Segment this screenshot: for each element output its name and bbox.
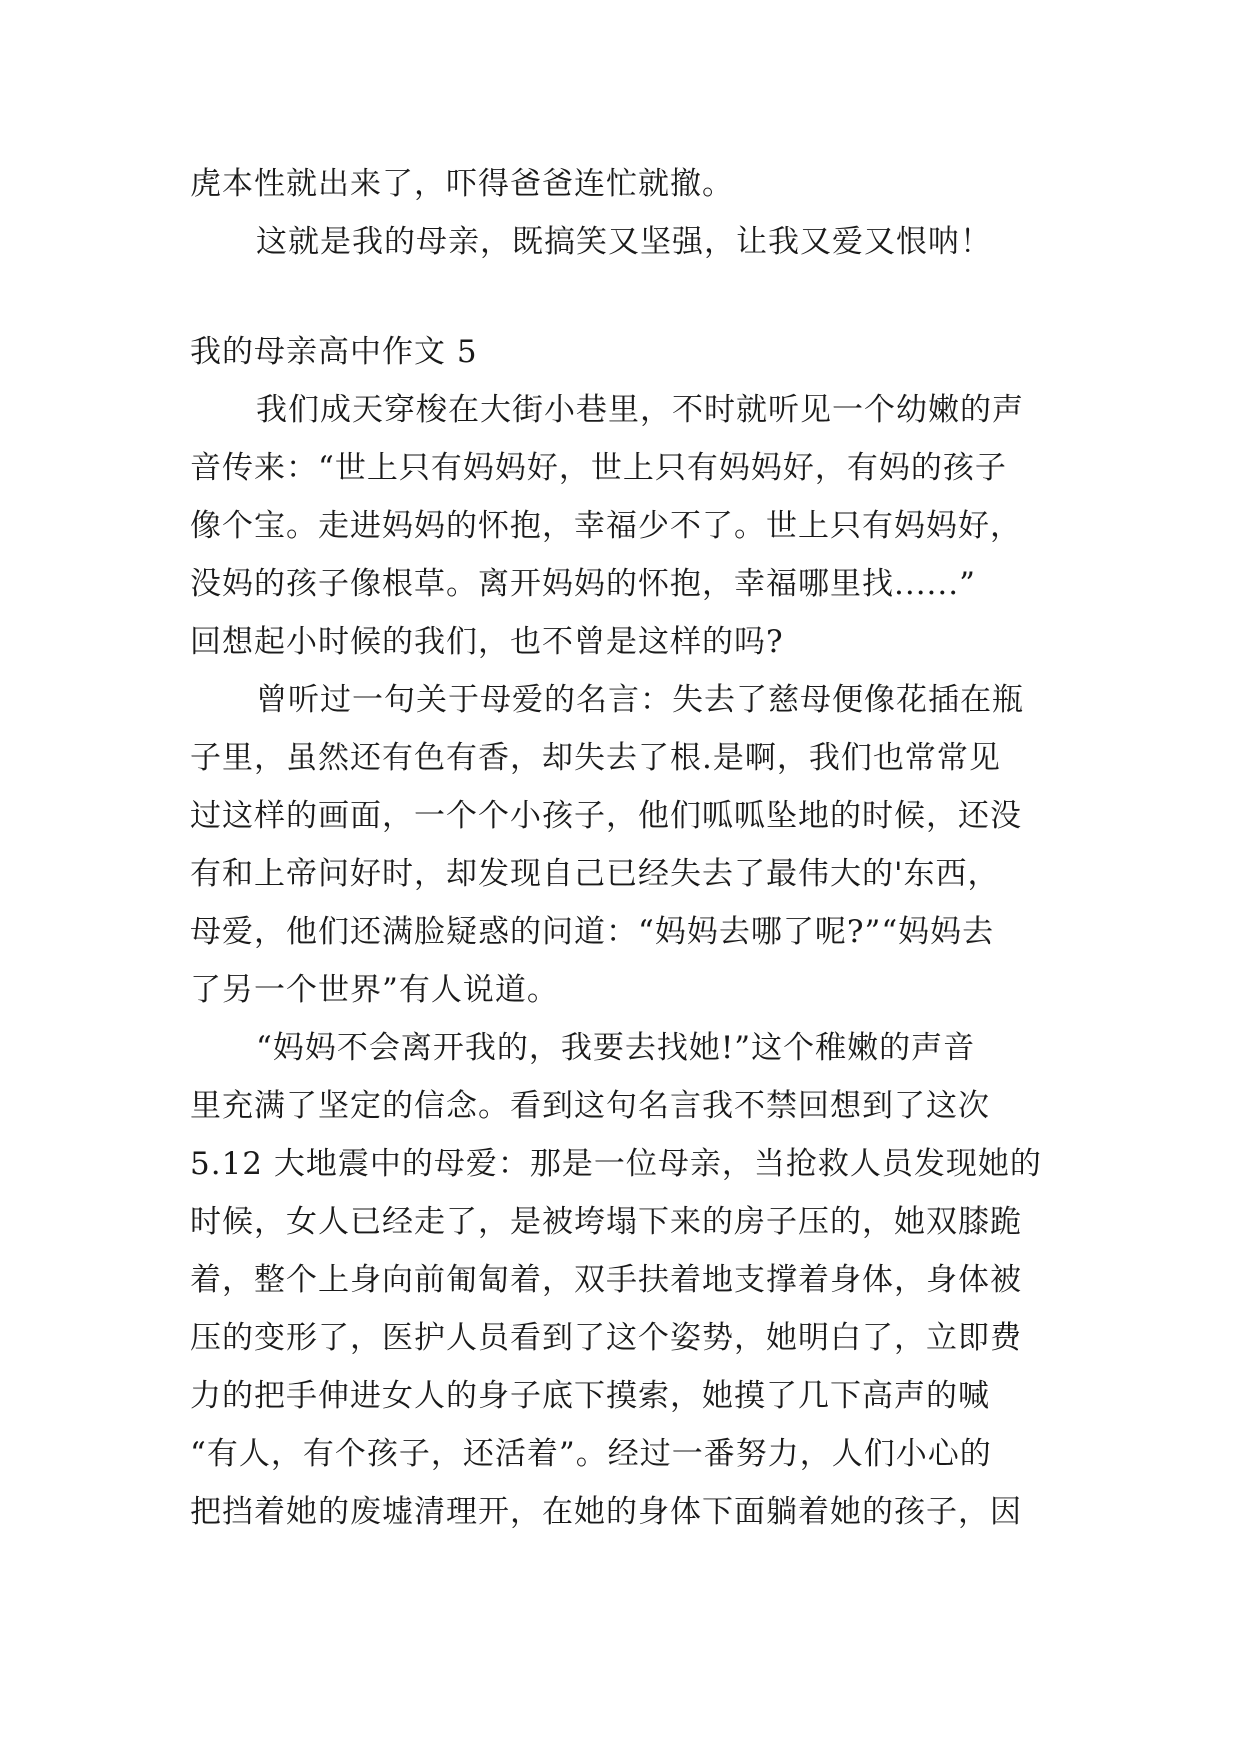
- text-line: 没妈的孩子像根草。离开妈妈的怀抱，幸福哪里找......”: [190, 566, 976, 602]
- text-line: 虎本性就出来了，吓得爸爸连忙就撤。: [190, 166, 734, 202]
- text-line: 把挡着她的废墟清理开，在她的身体下面躺着她的孩子，因: [190, 1494, 1022, 1530]
- text-line: 我们成天穿梭在大街小巷里，不时就听见一个幼嫩的声: [256, 392, 1024, 428]
- text-line: 子里，虽然还有色有香，却失去了根.是啊，我们也常常见: [190, 740, 1001, 776]
- text-line: 像个宝。走进妈妈的怀抱，幸福少不了。世上只有妈妈好，: [190, 508, 1022, 544]
- text-line: 过这样的画面，一个个小孩子，他们呱呱坠地的时候，还没: [190, 798, 1022, 834]
- text-line: 压的变形了，医护人员看到了这个姿势，她明白了，立即费: [190, 1320, 1022, 1356]
- closing-line: 这就是我的母亲，既搞笑又坚强，让我又爱又恨呐！: [256, 224, 992, 260]
- text-line: 曾听过一句关于母爱的名言：失去了慈母便像花插在瓶: [256, 682, 1024, 718]
- text-line: 了另一个世界”有人说道。: [190, 972, 559, 1008]
- text-line: 回想起小时候的我们，也不曾是这样的吗?: [190, 624, 784, 660]
- paragraph-3: [190, 1019, 1060, 1541]
- text-line: 着，整个上身向前匍匐着，双手扶着地支撑着身体，身体被: [190, 1262, 1022, 1298]
- text-line: 时候，女人已经走了，是被垮塌下来的房子压的，她双膝跪: [190, 1204, 1022, 1240]
- document-page: [190, 155, 1060, 1541]
- text-line: 有和上帝问好时，却发现自己已经失去了最伟大的'东西，: [190, 856, 1000, 892]
- paragraph-1: [190, 381, 1060, 671]
- text-line: 力的把手伸进女人的身子底下摸索，她摸了几下高声的喊: [190, 1378, 990, 1414]
- section-title: 我的母亲高中作文 5: [190, 334, 478, 370]
- text-line: 音传来：“世上只有妈妈好，世上只有妈妈好，有妈的孩子: [190, 450, 1007, 486]
- text-line: “有人，有个孩子，还活着”。经过一番努力，人们小心的: [190, 1436, 992, 1472]
- text-line: “妈妈不会离开我的，我要去找她!”这个稚嫩的声音: [256, 1030, 976, 1066]
- text-line: 5.12 大地震中的母爱：那是一位母亲，当抢救人员发现她的: [190, 1146, 1042, 1182]
- text-line: 里充满了坚定的信念。看到这句名言我不禁回想到了这次: [190, 1088, 990, 1124]
- section-gap: [190, 271, 1060, 323]
- paragraph-2: [190, 671, 1060, 1019]
- text-line: 母爱，他们还满脸疑惑的问道：“妈妈去哪了呢?”“妈妈去: [190, 914, 995, 950]
